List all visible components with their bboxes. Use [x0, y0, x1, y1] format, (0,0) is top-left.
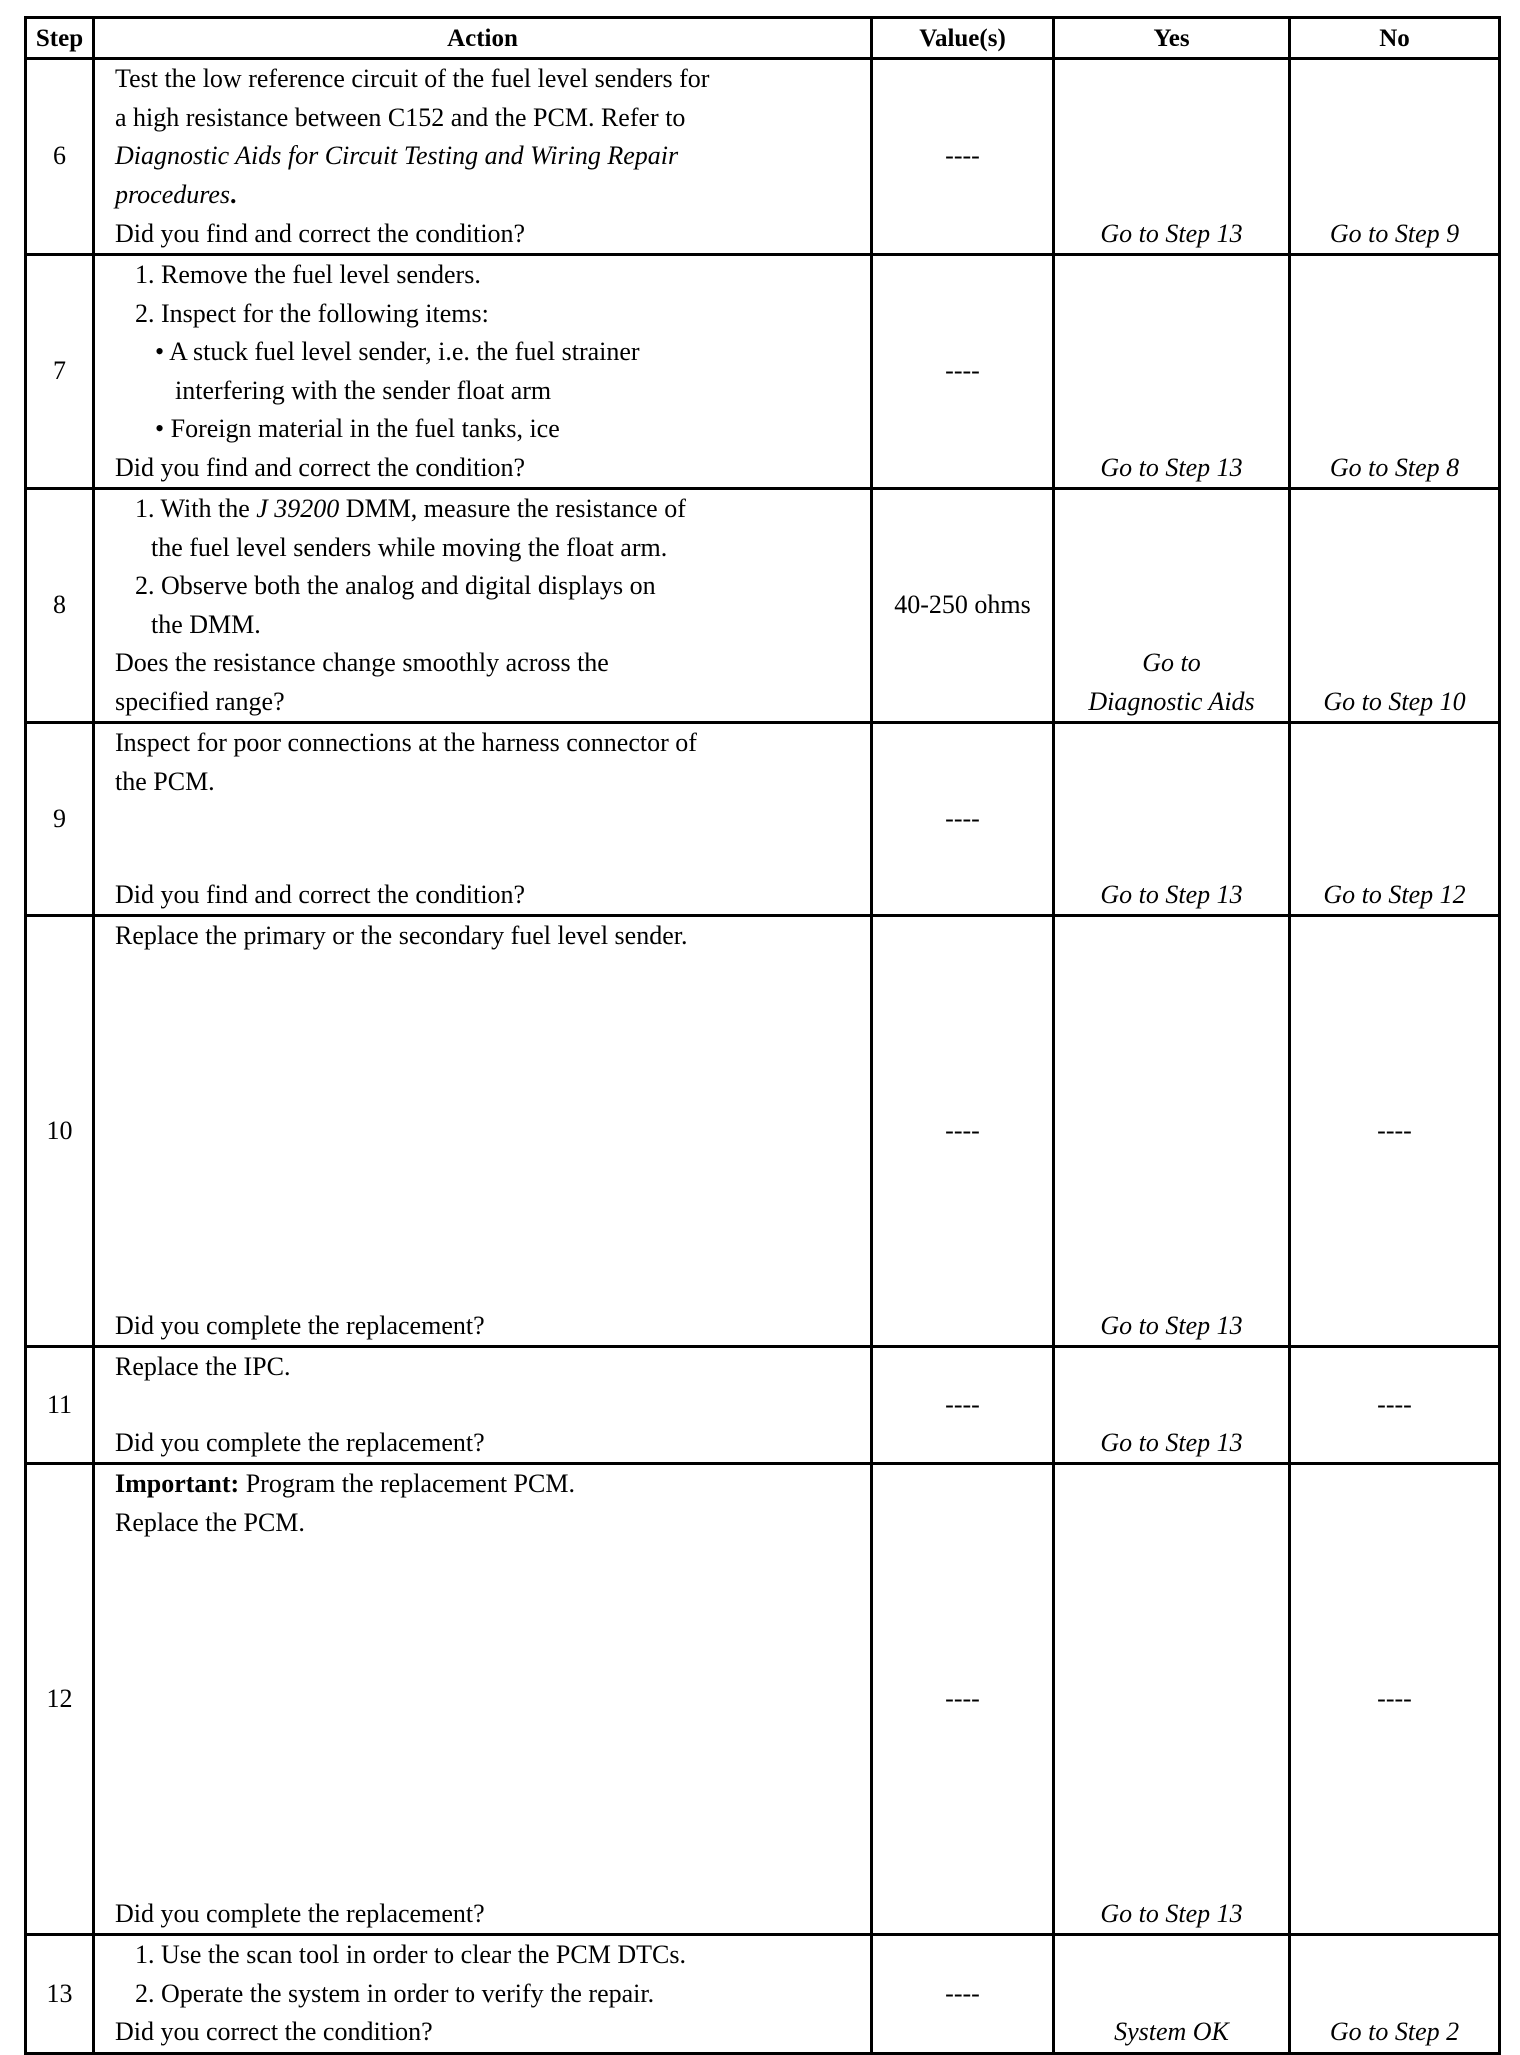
- yes-cell: System OK: [1054, 1935, 1290, 2054]
- no-cell: Go to Step 12: [1290, 723, 1500, 916]
- action-line: Inspect for poor connections at the harness connector of: [115, 728, 697, 757]
- action-cell: [94, 255, 872, 489]
- action-cell: [94, 1935, 872, 2054]
- no-cell: Go to Step 8: [1290, 255, 1500, 489]
- value-cell: ----: [872, 1464, 1054, 1935]
- important-label: Important:: [115, 1469, 240, 1498]
- action-cell: [94, 1347, 872, 1464]
- table-row: [26, 916, 1500, 1347]
- action-line: 1. With the: [135, 494, 257, 523]
- action-line: • Foreign material in the fuel tanks, ice: [155, 414, 560, 443]
- yes-line: Go to: [1142, 648, 1201, 677]
- table-row: [26, 1935, 1500, 2054]
- table-row: [26, 255, 1500, 489]
- step-number: 6: [26, 59, 94, 255]
- action-line: 1. Use the scan tool in order to clear the PCM DTCs.: [135, 1940, 686, 1969]
- table-row: [26, 723, 1500, 916]
- action-line: 2. Operate the system in order to verify the repair.: [135, 1978, 655, 2008]
- question: Did you complete the replacement?: [115, 1898, 485, 1928]
- question: specified range?: [115, 686, 285, 716]
- yes-cell: Go to Step 13: [1054, 1464, 1290, 1935]
- value-cell: ----: [872, 916, 1054, 1347]
- question: Did you find and correct the condition?: [115, 879, 526, 909]
- no-cell: ----: [1290, 1347, 1500, 1464]
- action-cell: [94, 1464, 872, 1935]
- header-step: Step: [26, 18, 94, 59]
- step-number: 7: [26, 255, 94, 489]
- table-row: [26, 1347, 1500, 1464]
- header-values: Value(s): [872, 18, 1054, 59]
- diagnostic-table: [24, 16, 1501, 2055]
- value-cell: ----: [872, 1347, 1054, 1464]
- no-cell: Go to Step 10: [1290, 489, 1500, 723]
- no-cell: Go to Step 2: [1290, 1935, 1500, 2054]
- tool-name: J 39200: [256, 494, 340, 523]
- value-cell: 40-250 ohms: [872, 489, 1054, 723]
- value-cell: ----: [872, 255, 1054, 489]
- action-line: 2. Inspect for the following items:: [135, 298, 489, 328]
- yes-line: Diagnostic Aids: [1088, 686, 1255, 716]
- header-row: [26, 18, 1500, 59]
- yes-cell: Go to Step 13: [1054, 916, 1290, 1347]
- question: Did you complete the replacement?: [115, 1310, 485, 1340]
- table-row: [26, 489, 1500, 723]
- yes-cell: Go to Step 13: [1054, 1347, 1290, 1464]
- yes-cell: Go to Step 13: [1054, 59, 1290, 255]
- action-cell: [94, 723, 872, 916]
- action-line: Replace the primary or the secondary fuel level sender.: [115, 921, 688, 950]
- step-number: 12: [26, 1464, 94, 1935]
- action-line: DMM, measure the resistance of: [339, 494, 686, 523]
- step-number: 13: [26, 1935, 94, 2054]
- step-number: 11: [26, 1347, 94, 1464]
- question: Does the resistance change smoothly across the: [115, 648, 609, 677]
- action-line: 1. Remove the fuel level senders.: [135, 260, 481, 289]
- action-line: a high resistance between C152 and the PCM. Refer to: [115, 102, 686, 132]
- yes-cell: [1054, 489, 1290, 723]
- no-cell: ----: [1290, 1464, 1500, 1935]
- table-row: [26, 1464, 1500, 1935]
- action-line: the PCM.: [115, 766, 215, 796]
- action-line: the DMM.: [151, 609, 261, 639]
- step-number: 10: [26, 916, 94, 1347]
- action-line: Replace the IPC.: [115, 1352, 291, 1381]
- value-cell: ----: [872, 59, 1054, 255]
- question: Did you find and correct the condition?: [115, 218, 526, 248]
- question: Did you find and correct the condition?: [115, 452, 526, 482]
- value-cell: ----: [872, 1935, 1054, 2054]
- yes-cell: Go to Step 13: [1054, 723, 1290, 916]
- no-cell: ----: [1290, 916, 1500, 1347]
- action-cell: [94, 59, 872, 255]
- reference-link: procedures: [115, 179, 231, 209]
- action-line: the fuel level senders while moving the float arm.: [151, 532, 668, 562]
- step-number: 9: [26, 723, 94, 916]
- action-line: 2. Observe both the analog and digital displays on: [135, 571, 656, 600]
- step-number: 8: [26, 489, 94, 723]
- action-cell: [94, 916, 872, 1347]
- question: Did you complete the replacement?: [115, 1427, 485, 1457]
- value-cell: ----: [872, 723, 1054, 916]
- punctuation: .: [230, 179, 237, 209]
- table-row: [26, 59, 1500, 255]
- action-line: Replace the PCM.: [115, 1507, 305, 1537]
- important-text: Program the replacement PCM.: [239, 1469, 575, 1498]
- header-action: Action: [94, 18, 872, 59]
- action-line: • A stuck fuel level sender, i.e. the fuel strainer: [155, 337, 640, 366]
- question: Did you correct the condition?: [115, 2017, 433, 2046]
- action-line: Test the low reference circuit of the fuel level senders for: [115, 64, 710, 93]
- no-cell: Go to Step 9: [1290, 59, 1500, 255]
- header-yes: Yes: [1054, 18, 1290, 59]
- action-line: interfering with the sender float arm: [175, 375, 552, 405]
- reference-link: Diagnostic Aids for Circuit Testing and Wiring Repair: [115, 141, 679, 170]
- action-cell: [94, 489, 872, 723]
- yes-cell: Go to Step 13: [1054, 255, 1290, 489]
- header-no: No: [1290, 18, 1500, 59]
